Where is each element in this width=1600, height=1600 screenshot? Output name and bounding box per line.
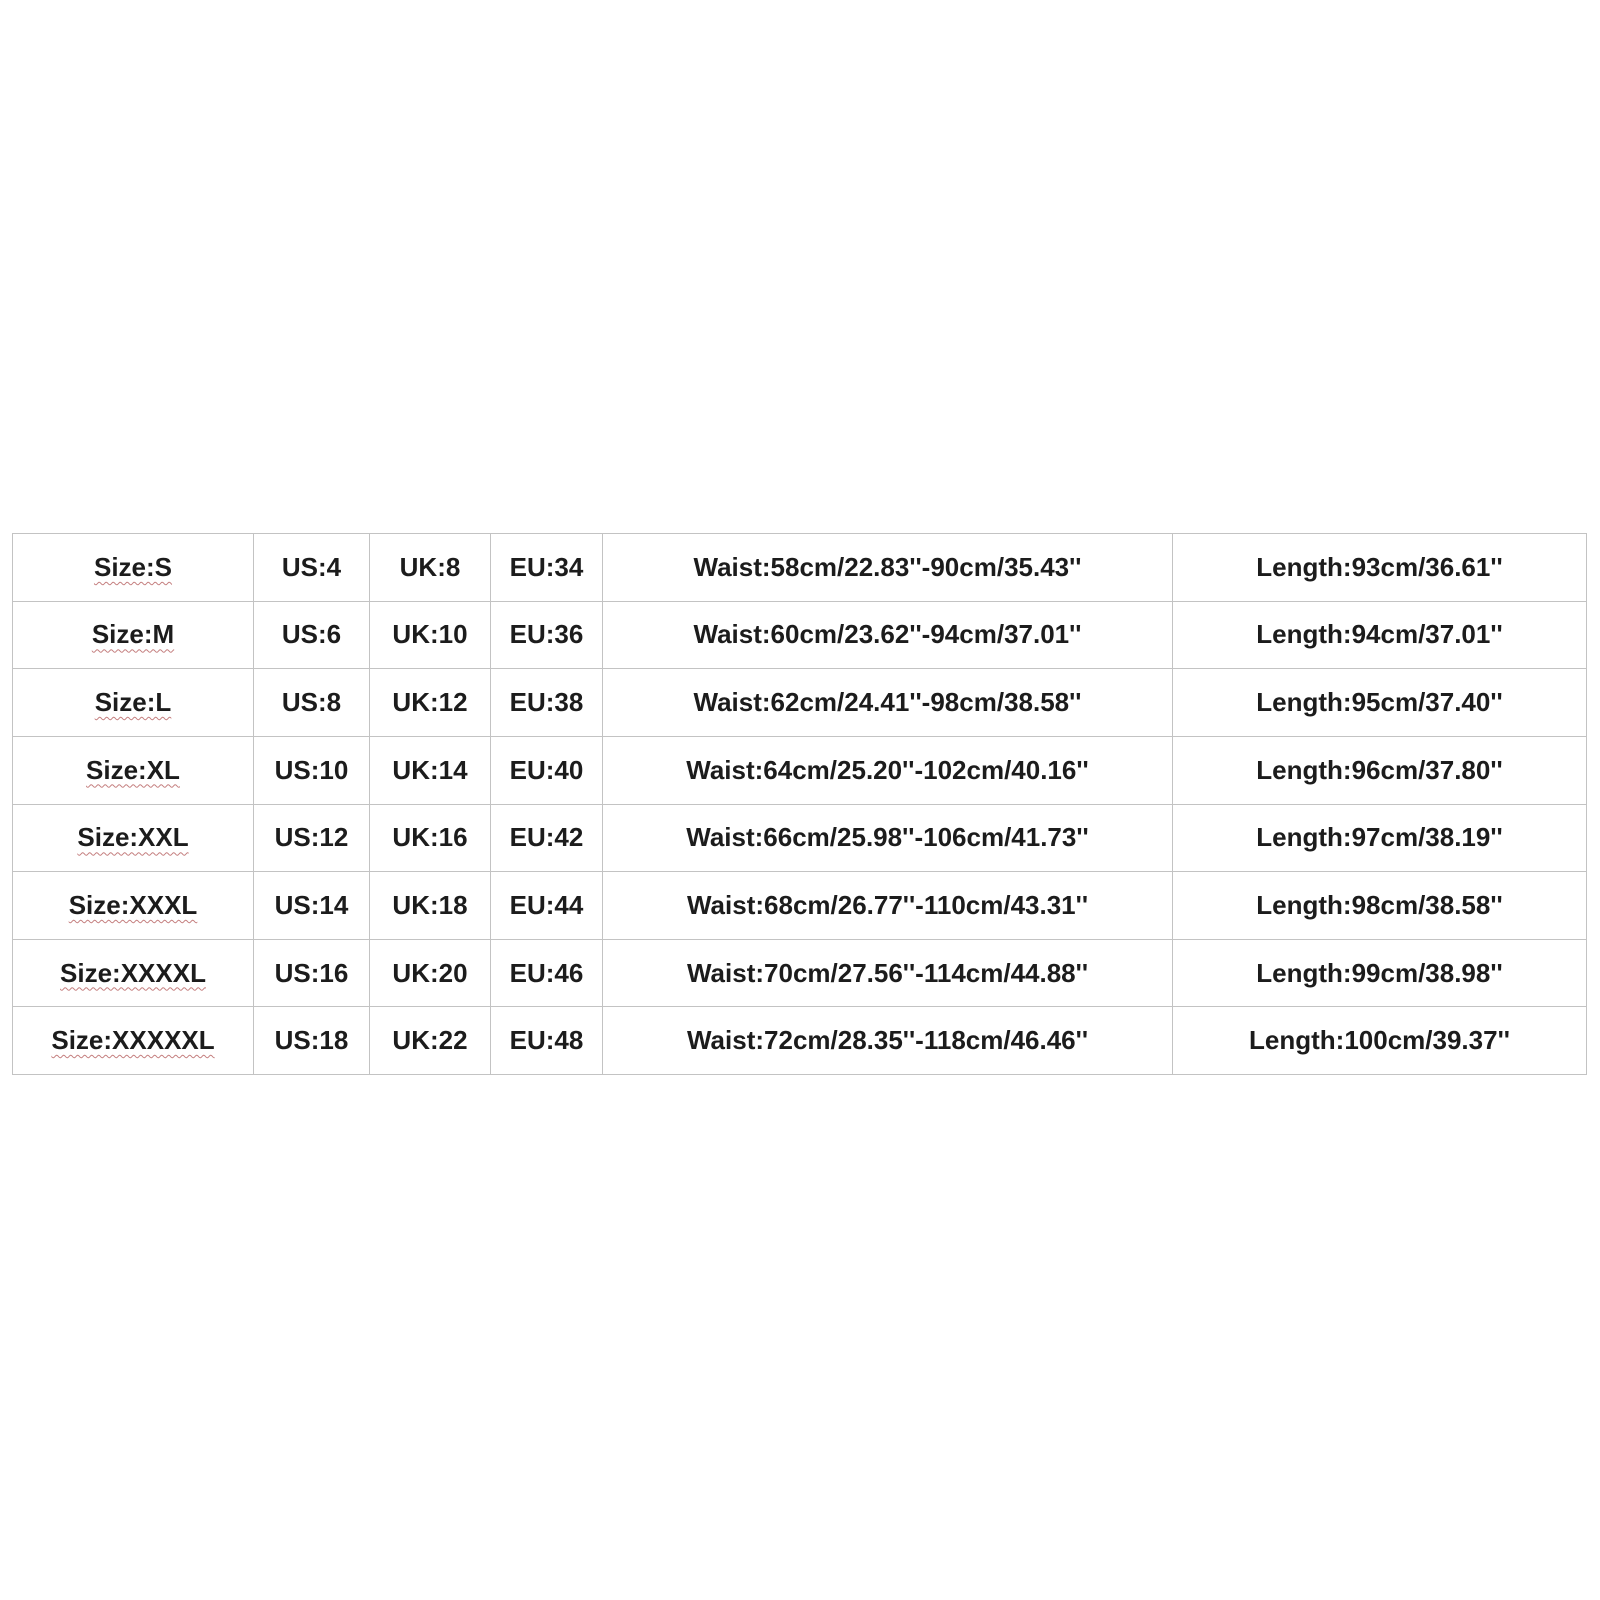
uk-size-cell: UK:18 bbox=[370, 872, 491, 940]
table-row bbox=[13, 669, 1587, 737]
us-size-cell: US:8 bbox=[254, 669, 370, 737]
size-label: Size:XXL bbox=[77, 822, 189, 853]
length-cell: Length:93cm/36.61'' bbox=[1173, 534, 1587, 602]
us-size-cell: US:4 bbox=[254, 534, 370, 602]
eu-size-cell: EU:48 bbox=[491, 1007, 603, 1075]
uk-size-cell: UK:8 bbox=[370, 534, 491, 602]
eu-size-cell: EU:36 bbox=[491, 601, 603, 669]
length-cell: Length:94cm/37.01'' bbox=[1173, 601, 1587, 669]
length-cell: Length:99cm/38.98'' bbox=[1173, 939, 1587, 1007]
table-row bbox=[13, 1007, 1587, 1075]
eu-size-cell: EU:46 bbox=[491, 939, 603, 1007]
size-label: Size:S bbox=[93, 551, 173, 582]
table-row bbox=[13, 534, 1587, 602]
table-row bbox=[13, 736, 1587, 804]
waist-cell: Waist:68cm/26.77''-110cm/43.31'' bbox=[603, 872, 1173, 940]
waist-cell: Waist:70cm/27.56''-114cm/44.88'' bbox=[603, 939, 1173, 1007]
size-label: Size:XXXXXL bbox=[51, 1025, 215, 1056]
size-label: Size:M bbox=[91, 619, 175, 650]
eu-size-cell: EU:42 bbox=[491, 804, 603, 872]
eu-size-cell: EU:44 bbox=[491, 872, 603, 940]
eu-size-cell: EU:40 bbox=[491, 736, 603, 804]
size-cell bbox=[13, 601, 254, 669]
size-cell bbox=[13, 804, 254, 872]
uk-size-cell: UK:20 bbox=[370, 939, 491, 1007]
size-cell bbox=[13, 669, 254, 737]
waist-cell: Waist:66cm/25.98''-106cm/41.73'' bbox=[603, 804, 1173, 872]
eu-size-cell: EU:38 bbox=[491, 669, 603, 737]
us-size-cell: US:18 bbox=[254, 1007, 370, 1075]
us-size-cell: US:16 bbox=[254, 939, 370, 1007]
uk-size-cell: UK:10 bbox=[370, 601, 491, 669]
size-label: Size:XXXXL bbox=[60, 957, 206, 988]
waist-cell: Waist:60cm/23.62''-94cm/37.01'' bbox=[603, 601, 1173, 669]
length-cell: Length:97cm/38.19'' bbox=[1173, 804, 1587, 872]
uk-size-cell: UK:22 bbox=[370, 1007, 491, 1075]
size-cell bbox=[13, 534, 254, 602]
us-size-cell: US:6 bbox=[254, 601, 370, 669]
us-size-cell: US:14 bbox=[254, 872, 370, 940]
us-size-cell: US:12 bbox=[254, 804, 370, 872]
waist-cell: Waist:64cm/25.20''-102cm/40.16'' bbox=[603, 736, 1173, 804]
uk-size-cell: UK:14 bbox=[370, 736, 491, 804]
waist-cell: Waist:58cm/22.83''-90cm/35.43'' bbox=[603, 534, 1173, 602]
length-cell: Length:100cm/39.37'' bbox=[1173, 1007, 1587, 1075]
waist-cell: Waist:72cm/28.35''-118cm/46.46'' bbox=[603, 1007, 1173, 1075]
size-chart-table bbox=[12, 533, 1587, 1075]
length-cell: Length:95cm/37.40'' bbox=[1173, 669, 1587, 737]
size-label: Size:XL bbox=[86, 754, 180, 785]
eu-size-cell: EU:34 bbox=[491, 534, 603, 602]
us-size-cell: US:10 bbox=[254, 736, 370, 804]
length-cell: Length:96cm/37.80'' bbox=[1173, 736, 1587, 804]
size-label: Size:L bbox=[94, 687, 172, 718]
table-row bbox=[13, 804, 1587, 872]
size-cell bbox=[13, 872, 254, 940]
length-cell: Length:98cm/38.58'' bbox=[1173, 872, 1587, 940]
table-row bbox=[13, 872, 1587, 940]
size-cell bbox=[13, 939, 254, 1007]
size-label: Size:XXXL bbox=[68, 889, 198, 920]
size-cell bbox=[13, 1007, 254, 1075]
table-row bbox=[13, 601, 1587, 669]
uk-size-cell: UK:12 bbox=[370, 669, 491, 737]
waist-cell: Waist:62cm/24.41''-98cm/38.58'' bbox=[603, 669, 1173, 737]
size-cell bbox=[13, 736, 254, 804]
table-row bbox=[13, 939, 1587, 1007]
uk-size-cell: UK:16 bbox=[370, 804, 491, 872]
